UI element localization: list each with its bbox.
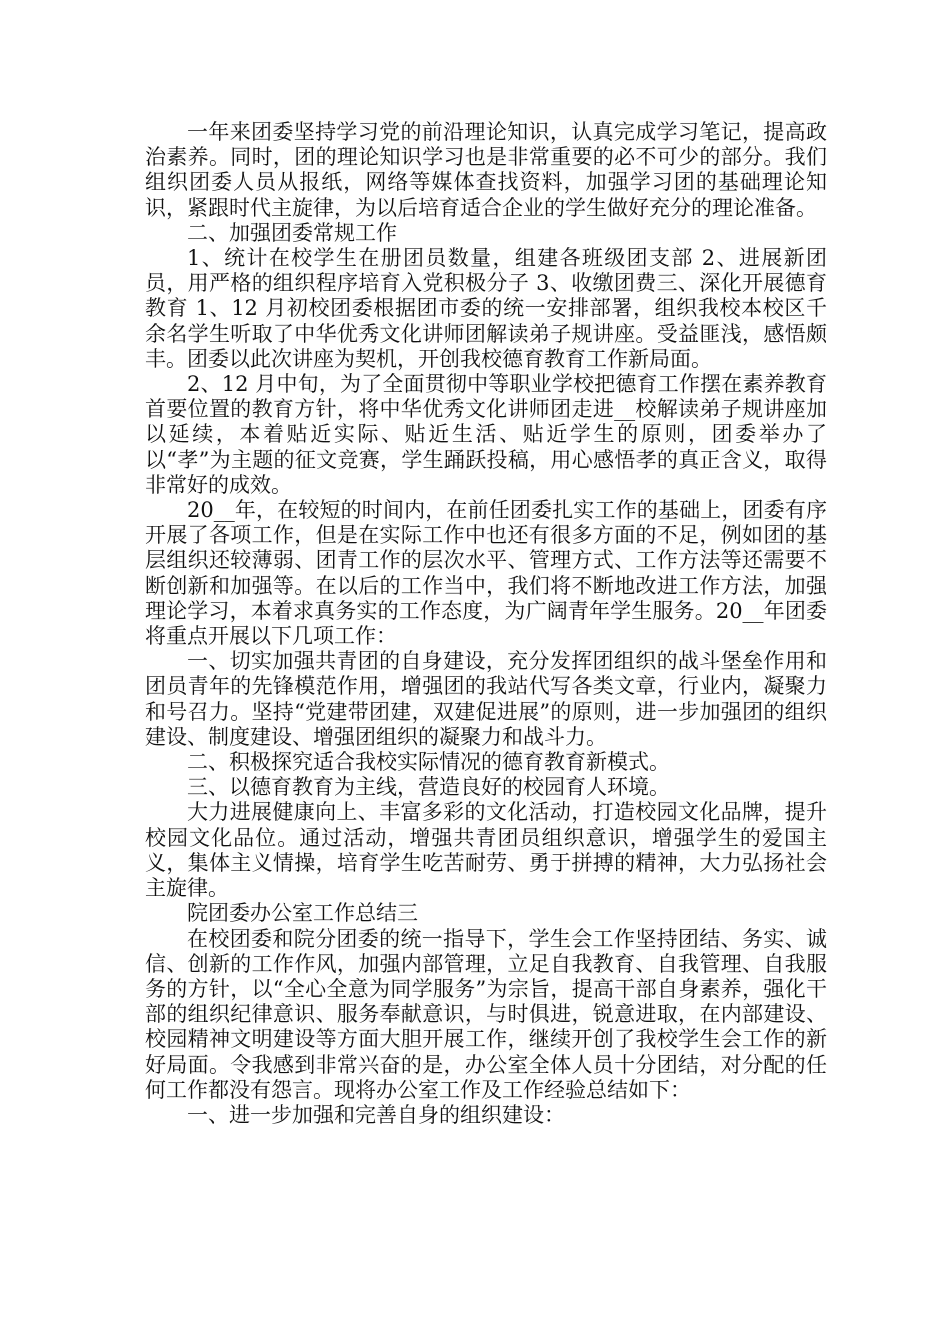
section-heading: 二、加强团委常规工作 — [187, 220, 397, 245]
paragraph: 1、统计在校学生在册团员数量，组建各班级团支部 2、进展新团员，用严格的组织程序培育入党积极分子 3、收缴团费三、深化开展德育教育 1、12 月初校团委根据团市委的统一安排部署，组织我校本校区千余名学生听取了中华优秀文化讲师团解读弟子规讲座。受益匪浅，感悟颇丰。团委以此次讲座为契机，开创我校德育教育工作新局面。 — [145, 246, 827, 371]
document-body — [145, 120, 827, 1128]
paragraph: 一年来团委坚持学习党的前沿理论知识，认真完成学习笔记，提高政治素养。同时，团的理论知识学习也是非常重要的必不可少的部分。我们组织团委人员从报纸，网络等媒体查找资料，加强学习团的基础理论知识，紧跟时代主旋律，为以后培育适合企业的学生做好充分的理论准备。 — [145, 120, 827, 220]
paragraph: 在校团委和院分团委的统一指导下，学生会工作坚持团结、务实、诚信、创新的工作作风，加强内部管理，立足自我教育、自我管理、自我服务的方针，以“全心全意为同学服务”为宗旨，提高干部自身素养，强化干部的组织纪律意识、服务奉献意识，与时俱进，锐意进取，在内部建设、校园精神文明建设等方面大胆开展工作，继续开创了我校学生会工作的新好局面。令我感到非常兴奋的是，办公室全体人员十分团结，对分配的任何工作都没有怨言。现将办公室工作及工作经验总结如下： — [145, 926, 827, 1102]
paragraph: 三、以德育教育为主线，营造良好的校园育人环境。 — [187, 775, 670, 800]
section-heading: 一、进一步加强和完善自身的组织建设： — [187, 1102, 565, 1127]
paragraph: 一、切实加强共青团的自身建设，充分发挥团组织的战斗堡垒作用和团员青年的先锋模范作用，增强团的我站代写各类文章，行业内，凝聚力和号召力。坚持“党建带团建，双建促进展”的原则，进一步加强团的组织建设、制度建设、增强团组织的凝聚力和战斗力。 — [145, 649, 827, 749]
paragraph: 大力进展健康向上、丰富多彩的文化活动，打造校园文化品牌，提升校园文化品位。通过活动，增强共青团员组织意识，增强学生的爱国主义，集体主义情操，培育学生吃苦耐劳、勇于拼搏的精神，大力弘扬社会主旋律。 — [145, 800, 827, 901]
paragraph: 20__年，在较短的时间内，在前任团委扎实工作的基础上，团委有序开展了各项工作，但是在实际工作中也还有很多方面的不足，例如团的基层组织还较薄弱、团青工作的层次水平、管理方式、工作方法等还需要不断创新和加强等。在以后的工作当中，我们将不断地改进工作方法，加强理论学习，本着求真务实的工作态度，为广阔青年学生服务。20__年团委将重点开展以下几项工作： — [145, 498, 827, 649]
section-heading: 院团委办公室工作总结三 — [187, 901, 418, 926]
paragraph: 二、积极探究适合我校实际情况的德育教育新模式。 — [187, 750, 670, 775]
paragraph: 2、12 月中旬，为了全面贯彻中等职业学校把德育工作摆在素养教育首要位置的教育方针，将中华优秀文化讲师团走进__校解读弟子规讲座加以延续，本着贴近实际、贴近生活、贴近学生的原则，团委举办了以“孝”为主题的征文竞赛，学生踊跃投稿，用心感悟孝的真正含义，取得非常好的成效。 — [145, 372, 827, 497]
